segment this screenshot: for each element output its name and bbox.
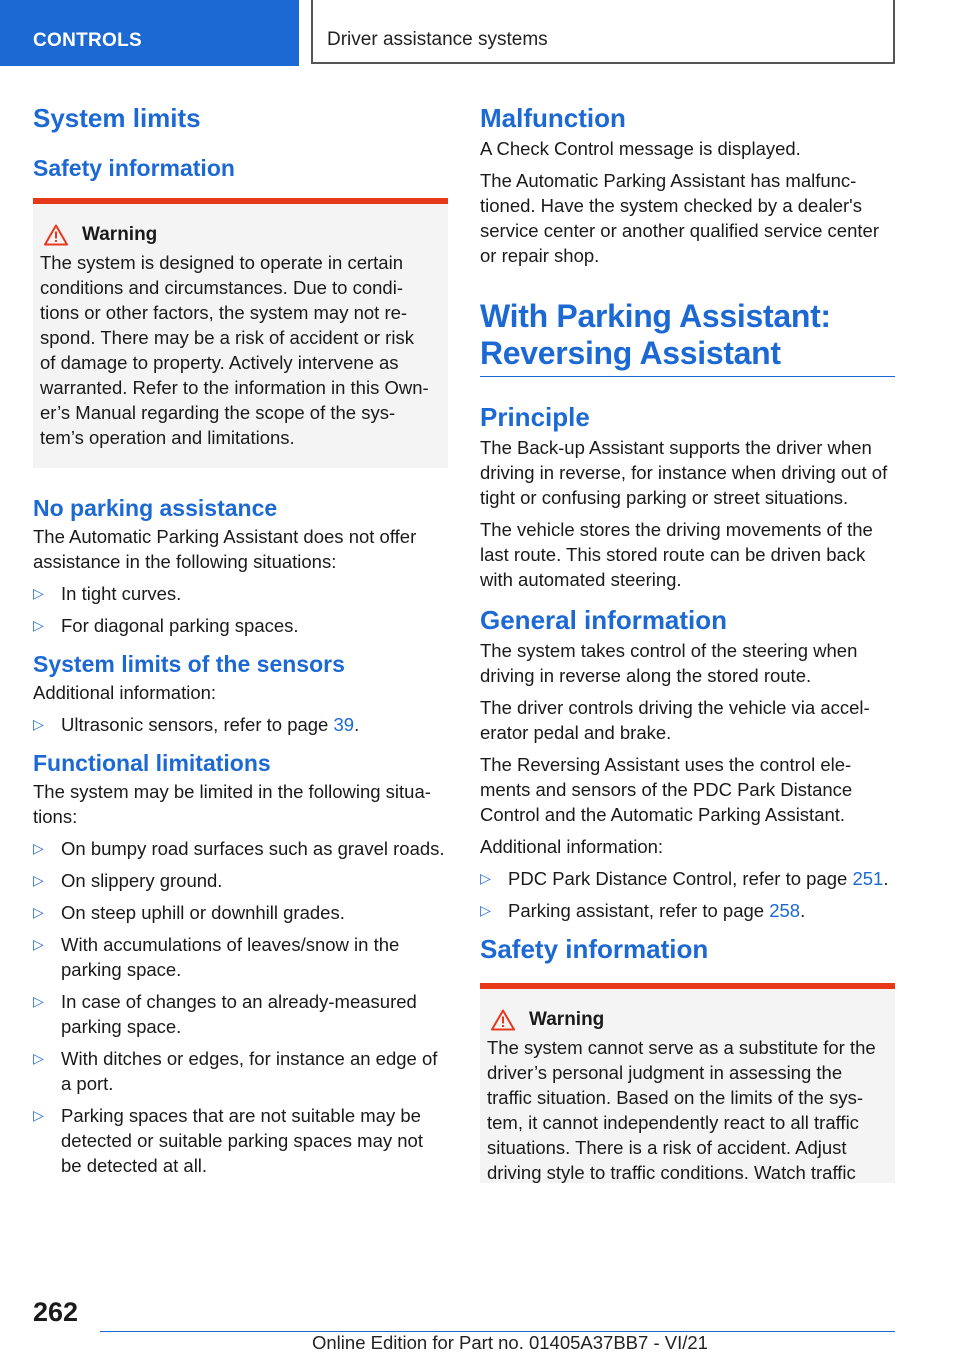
footer-edition: Online Edition for Part no. 01405A37BB7 - VI/21 <box>312 1332 708 1353</box>
warning-line: traffic situation. Based on the limits of the sys‐ <box>487 1087 863 1108</box>
triangle-bullet-icon: ▷ <box>480 902 491 918</box>
warning-line: driving style to traffic conditions. Watch traffic <box>487 1162 856 1183</box>
heading-malfunction: Malfunction <box>480 103 626 133</box>
list-item-text: On bumpy road surfaces such as gravel roads. <box>61 838 445 859</box>
warning-header-2 <box>491 1009 887 1031</box>
list-item-text: Parking assistant, refer to page <box>508 900 770 921</box>
warning-triangle-icon <box>491 1009 515 1031</box>
chapter-title: Driver assistance systems <box>311 0 895 64</box>
no-parking-list <box>33 581 448 638</box>
warning-line: conditions and circumstances. Due to condi‐ <box>40 277 403 298</box>
heading-safety-information-2: Safety information <box>480 934 709 964</box>
warning-line: tem, it cannot independently react to all traffic <box>487 1112 859 1133</box>
page-link-39[interactable]: 39 <box>333 714 355 735</box>
list-item-text: For diagonal parking spaces. <box>61 615 299 636</box>
list-item <box>33 989 448 1039</box>
triangle-bullet-icon: ▷ <box>33 617 44 633</box>
list-item-text: In case of changes to an already-measured parking space. <box>61 991 417 1037</box>
warning-header <box>44 224 440 246</box>
warning-title-2: Warning <box>529 1009 605 1030</box>
heading-with-parking-assistant <box>480 298 895 377</box>
list-item-text: Ultrasonic sensors, refer to page <box>61 714 334 735</box>
general-text-2: The driver controls driving the vehicle via accel‐erator pedal and brake. <box>480 697 870 743</box>
heading-safety-information: Safety information <box>33 155 235 181</box>
list-item-text: On steep uphill or downhill grades. <box>61 902 345 923</box>
general-list <box>480 866 895 923</box>
warning-title: Warning <box>82 224 158 245</box>
heading-line-2: Reversing Assistant <box>480 335 781 371</box>
page-number: 262 <box>33 1297 79 1327</box>
heading-sensor-limits: System limits of the sensors <box>33 651 345 677</box>
principle-text-1: The Back-up Assistant supports the driver when driving in reverse, for instance when driving out of tight or confusing parking or street situations. <box>480 437 888 508</box>
list-item <box>33 900 448 925</box>
list-item <box>33 581 448 606</box>
general-text-3: The Reversing Assistant uses the control ele‐ments and sensors of the PDC Park Distance Control and the Automatic Parking Assistant. <box>480 754 853 825</box>
functional-list <box>33 836 448 1178</box>
general-text-1: The system takes control of the steering when driving in reverse along the stored route. <box>480 640 858 686</box>
functional-intro: The system may be limited in the following situa‐tions: <box>33 781 431 827</box>
warning-box <box>33 198 448 468</box>
principle-text-2: The vehicle stores the driving movements of the last route. This stored route can be driven back with automated steering. <box>480 519 873 590</box>
triangle-bullet-icon: ▷ <box>480 870 491 886</box>
warning-triangle-icon <box>44 224 68 246</box>
triangle-bullet-icon: ▷ <box>33 936 44 952</box>
list-item <box>33 1046 448 1096</box>
page-link-251[interactable]: 251 <box>852 868 884 889</box>
page-link-258[interactable]: 258 <box>769 900 801 921</box>
warning-line: spond. There may be a risk of accident or risk <box>40 327 414 348</box>
warning-line: of damage to property. Actively intervene as <box>40 352 399 373</box>
malfunction-text-2: The Automatic Parking Assistant has malfunc‐tioned. Have the system checked by a dealer's service center or another qualified service center or repair shop. <box>480 170 879 266</box>
left-column <box>33 100 448 1185</box>
warning-text <box>40 250 440 450</box>
list-item: ▷ Parking assistant, refer to page 258. <box>480 900 806 921</box>
triangle-bullet-icon: ▷ <box>33 1050 44 1066</box>
heading-functional-limitations: Functional limitations <box>33 750 271 776</box>
list-item-text: In tight curves. <box>61 583 182 604</box>
right-column <box>480 100 895 1183</box>
warning-line: driver’s personal judgment in assessing the <box>487 1062 843 1083</box>
list-item-text: With ditches or edges, for instance an edge of a port. <box>61 1048 438 1094</box>
triangle-bullet-icon: ▷ <box>33 904 44 920</box>
list-item: ▷ PDC Park Distance Control, refer to page 251. <box>480 868 889 889</box>
no-parking-intro: The Automatic Parking Assistant does not offer assistance in the following situations: <box>33 526 417 572</box>
sensors-intro: Additional information: <box>33 682 217 703</box>
list-item <box>33 868 448 893</box>
triangle-bullet-icon: ▷ <box>33 1107 44 1123</box>
general-text-4: Additional information: <box>480 836 664 857</box>
warning-line: warranted. Refer to the information in this Own‐ <box>40 377 429 398</box>
warning-box-2 <box>480 983 895 1183</box>
triangle-bullet-icon: ▷ <box>33 872 44 888</box>
list-item-text: Parking spaces that are not suitable may be detected or suitable parking spaces may not be detected at all. <box>61 1105 423 1176</box>
warning-line: situations. There is a risk of accident. Adjust <box>487 1137 847 1158</box>
section-tab: CONTROLS <box>0 0 299 66</box>
list-item-text: On slippery ground. <box>61 870 223 891</box>
triangle-bullet-icon: ▷ <box>33 840 44 856</box>
list-item-text: With accumulations of leaves/snow in the parking space. <box>61 934 400 980</box>
list-item: ▷ Ultrasonic sensors, refer to page 39. <box>33 714 360 735</box>
warning-line: tem’s operation and limitations. <box>40 427 295 448</box>
warning-line: tions or other factors, the system may not re‐ <box>40 302 408 323</box>
heading-line-1: With Parking Assistant: <box>480 298 831 334</box>
heading-system-limits: System limits <box>33 103 201 133</box>
triangle-bullet-icon: ▷ <box>33 585 44 601</box>
list-item <box>33 932 448 982</box>
list-item-text: PDC Park Distance Control, refer to page <box>508 868 853 889</box>
warning-text-2 <box>487 1035 887 1183</box>
triangle-bullet-icon: ▷ <box>33 993 44 1009</box>
heading-no-parking-assistance: No parking assistance <box>33 495 278 521</box>
heading-general-information: General information <box>480 605 728 635</box>
warning-line: er’s Manual regarding the scope of the sys‐ <box>40 402 396 423</box>
sensors-list <box>33 712 448 737</box>
heading-principle: Principle <box>480 402 590 432</box>
list-item <box>33 836 448 861</box>
list-item <box>33 1103 448 1178</box>
triangle-bullet-icon: ▷ <box>33 716 44 732</box>
list-item <box>33 613 448 638</box>
warning-line: The system is designed to operate in certain <box>40 252 403 273</box>
malfunction-text-1: A Check Control message is displayed. <box>480 138 801 159</box>
warning-line: The system cannot serve as a substitute for the <box>487 1037 876 1058</box>
